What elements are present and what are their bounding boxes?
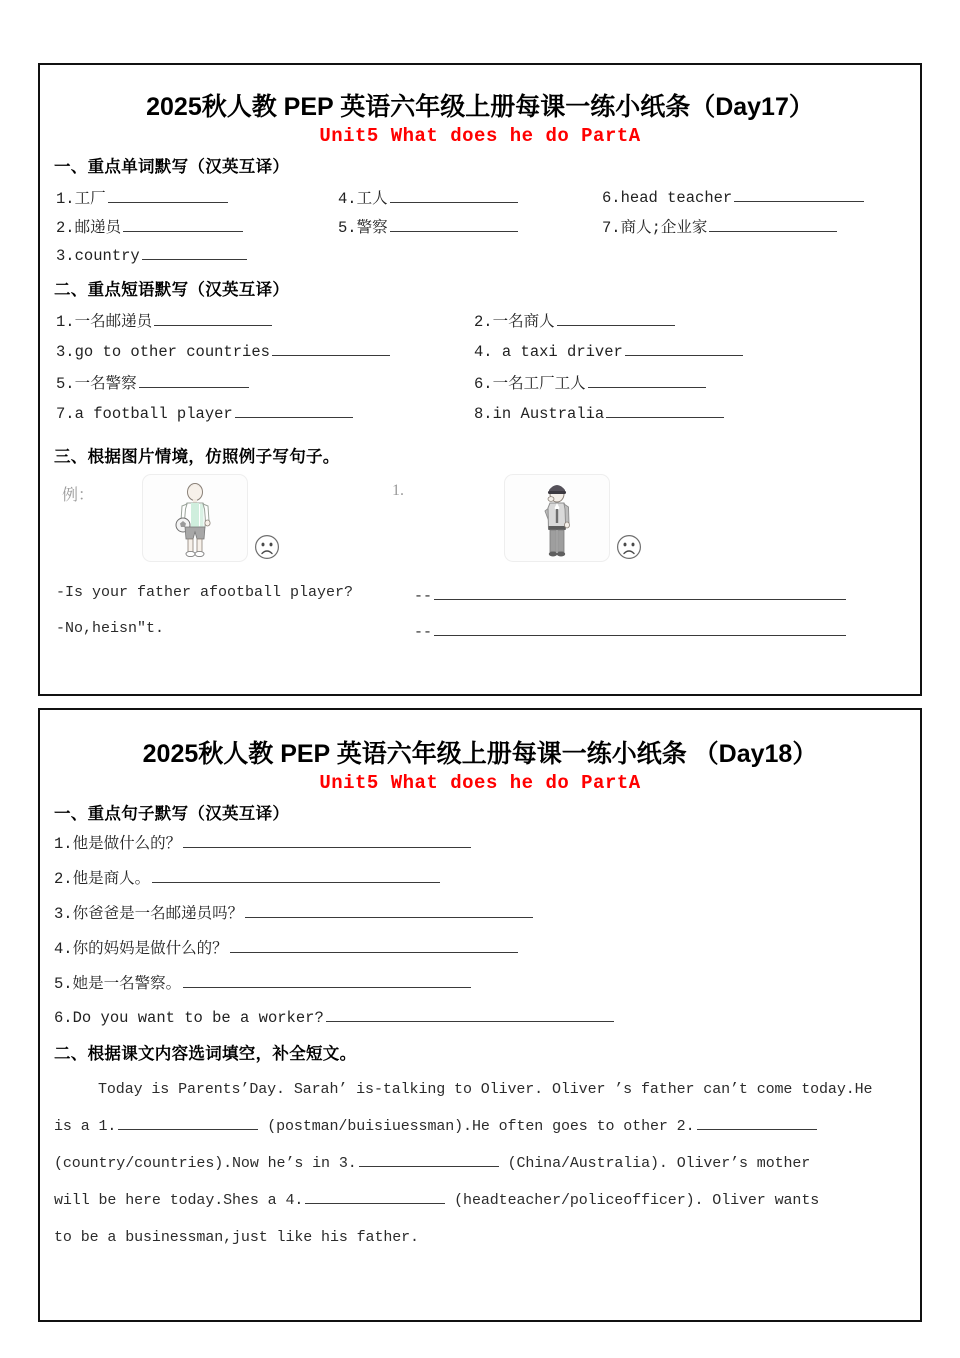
answer-blank[interactable]	[606, 402, 724, 418]
sentence-number: 4.	[54, 940, 73, 958]
vocab-number: 5.	[338, 219, 357, 237]
section-heading-sentences: 一、重点句子默写（汉英互译）	[54, 805, 290, 823]
answer-blank[interactable]	[245, 902, 533, 918]
sentence-item-1	[54, 831, 906, 853]
dialogue-answer-row-2	[414, 620, 846, 641]
page-title-day18: 2025秋人教 PEP 英语六年级上册每课一练小纸条 （Day18）	[142, 740, 818, 768]
picture-card-footballer	[142, 474, 248, 562]
vocab-text: 警察	[356, 219, 388, 237]
cloze-blank-1[interactable]	[118, 1114, 258, 1130]
passage-text: (country/countries).Now he’s in 3.	[54, 1155, 357, 1172]
phrase-number: 7.	[56, 405, 75, 423]
passage-line-1	[54, 1071, 906, 1108]
passage-text: will be here today.Shes a 4.	[54, 1192, 304, 1209]
answer-blank[interactable]	[390, 216, 518, 232]
sentence-text: 她是一名警察。	[72, 975, 182, 993]
cloze-blank-3[interactable]	[359, 1151, 499, 1167]
vocab-number: 3.	[56, 247, 75, 265]
sentence-item-5	[54, 971, 906, 993]
sentence-text: 你爸爸是一名邮递员吗？	[72, 905, 244, 923]
vocab-item-1	[56, 186, 228, 208]
passage-text: (postman/buisiuessman).He often goes to other 2.	[267, 1118, 695, 1135]
phrase-number: 8.	[474, 405, 493, 423]
vocabulary-grid	[54, 184, 906, 270]
answer-blank[interactable]	[326, 1006, 614, 1022]
section-heading-vocabulary: 一、重点单词默写（汉英互译）	[54, 158, 290, 176]
section-heading-cloze: 二、根据课文内容选词填空，补全短文。	[54, 1045, 357, 1063]
picture-prompt-row	[54, 474, 906, 578]
passage-line-3	[54, 1145, 906, 1182]
passage-text: (China/Australia). Oliver’s mother	[507, 1155, 811, 1172]
sentence-list	[54, 831, 906, 1027]
answer-blank[interactable]	[434, 584, 846, 600]
phrase-text: 一名工厂工人	[492, 375, 586, 393]
vocab-item-6	[602, 186, 864, 207]
answer-blank[interactable]	[434, 620, 846, 636]
sad-face-icon	[616, 534, 642, 560]
sentence-text: 他是做什么的？	[72, 835, 182, 853]
sentence-text: Do you want to be a worker?	[72, 1009, 324, 1027]
vocab-item-5	[338, 215, 518, 237]
sentence-number: 3.	[54, 905, 73, 923]
vocab-text: 工人	[356, 190, 388, 208]
phrase-number: 3.	[56, 343, 75, 361]
item-label-1: 1.	[392, 482, 404, 499]
phrase-item-5	[56, 371, 249, 393]
vocab-item-7	[602, 215, 837, 237]
phrase-number: 5.	[56, 375, 75, 393]
vocab-number: 2.	[56, 219, 75, 237]
sentence-text: 他是商人。	[72, 870, 151, 888]
phrase-text: go to other countries	[74, 343, 270, 361]
vocab-number: 7.	[602, 219, 621, 237]
passage-text: to be a businessman,just like his father.	[54, 1229, 419, 1246]
answer-blank[interactable]	[123, 216, 243, 232]
passage-text: (headteacher/policeofficer). Oliver wants	[454, 1192, 820, 1209]
sentence-number: 5.	[54, 975, 73, 993]
phrase-number: 4.	[474, 343, 493, 361]
answer-blank[interactable]	[588, 372, 706, 388]
answer-blank[interactable]	[557, 310, 675, 326]
passage-text: Today is Parents’Day. Sarah’ is-talking to Oliver. Oliver ’s father can’t come today.He	[98, 1081, 873, 1098]
passage-line-2	[54, 1108, 906, 1145]
phrase-number: 2.	[474, 313, 493, 331]
vocab-number: 6.	[602, 189, 621, 207]
worksheet-panel-day18	[38, 708, 922, 1322]
vocab-text: country	[74, 247, 140, 265]
answer-blank[interactable]	[139, 372, 249, 388]
passage-line-5	[54, 1219, 906, 1256]
cloze-passage	[54, 1071, 906, 1256]
phrase-item-7	[56, 402, 353, 423]
phrase-number: 1.	[56, 313, 75, 331]
dialogue-answer-row-1	[414, 584, 846, 605]
phrases-grid	[54, 307, 906, 437]
answer-blank[interactable]	[183, 972, 471, 988]
dialogue-question: -Is your father afootball player?	[56, 584, 354, 601]
phrase-text: 一名邮递员	[74, 313, 153, 331]
answer-blank[interactable]	[390, 187, 518, 203]
picture-card-police-officer	[504, 474, 610, 562]
sentence-number: 6.	[54, 1009, 73, 1027]
police-officer-illustration	[505, 475, 609, 561]
phrase-item-4	[474, 340, 743, 361]
phrase-text: 一名商人	[492, 313, 555, 331]
vocab-item-2	[56, 215, 243, 237]
sad-face-icon	[254, 534, 280, 560]
vocab-text: 邮递员	[74, 219, 122, 237]
footballer-illustration	[143, 475, 247, 561]
answer-blank[interactable]	[154, 310, 272, 326]
phrase-text: a taxi driver	[501, 343, 623, 361]
sentence-number: 1.	[54, 835, 73, 853]
page-subtitle-day18: Unit5 What does he do PartA	[319, 772, 641, 794]
passage-line-4	[54, 1182, 906, 1219]
vocab-text: head teacher	[620, 189, 733, 207]
section-heading-phrases: 二、重点短语默写（汉英互译）	[54, 281, 290, 299]
answer-blank[interactable]	[108, 187, 228, 203]
phrase-item-1	[56, 309, 272, 331]
dialogue-dash: --	[414, 624, 433, 641]
answer-blank[interactable]	[230, 937, 518, 953]
phrase-text: a football player	[74, 405, 233, 423]
sentence-item-6	[54, 1006, 906, 1027]
cloze-blank-2[interactable]	[697, 1114, 817, 1130]
cloze-blank-4[interactable]	[305, 1188, 445, 1204]
phrase-item-8	[474, 402, 724, 423]
vocab-text: 工厂	[74, 190, 106, 208]
answer-blank[interactable]	[183, 832, 471, 848]
vocab-text: 商人;企业家	[620, 219, 708, 237]
dialogue-answer: -No,heisn"t.	[56, 620, 165, 637]
vocab-number: 4.	[338, 190, 357, 208]
vocab-item-3	[56, 244, 247, 265]
phrase-text: in Australia	[492, 405, 605, 423]
sentence-item-3	[54, 901, 906, 923]
phrase-number: 6.	[474, 375, 493, 393]
dialogue-dash: --	[414, 588, 433, 605]
page-title-day17: 2025秋人教 PEP 英语六年级上册每课一练小纸条（Day17）	[146, 93, 814, 121]
phrase-item-2	[474, 309, 675, 331]
section-heading-picture-sentences: 三、根据图片情境，仿照例子写句子。	[54, 448, 340, 466]
sentence-item-4	[54, 936, 906, 958]
answer-blank[interactable]	[272, 340, 390, 356]
phrase-text: 一名警察	[74, 375, 137, 393]
sentence-text: 你的妈妈是做什么的？	[72, 940, 228, 958]
example-dialogue	[54, 582, 906, 658]
answer-blank[interactable]	[235, 402, 353, 418]
page-subtitle-day17: Unit5 What does he do PartA	[319, 125, 641, 147]
example-label: 例：	[62, 487, 95, 504]
worksheet-panel-day17	[38, 63, 922, 696]
sentence-number: 2.	[54, 870, 73, 888]
vocab-number: 1.	[56, 190, 75, 208]
sentence-item-2	[54, 866, 906, 888]
answer-blank[interactable]	[152, 867, 440, 883]
answer-blank[interactable]	[734, 186, 864, 202]
answer-blank[interactable]	[625, 340, 743, 356]
passage-text: is a 1.	[54, 1118, 117, 1135]
vocab-item-4	[338, 186, 518, 208]
answer-blank[interactable]	[142, 244, 247, 260]
answer-blank[interactable]	[709, 216, 837, 232]
phrase-item-6	[474, 371, 706, 393]
phrase-item-3	[56, 340, 390, 361]
